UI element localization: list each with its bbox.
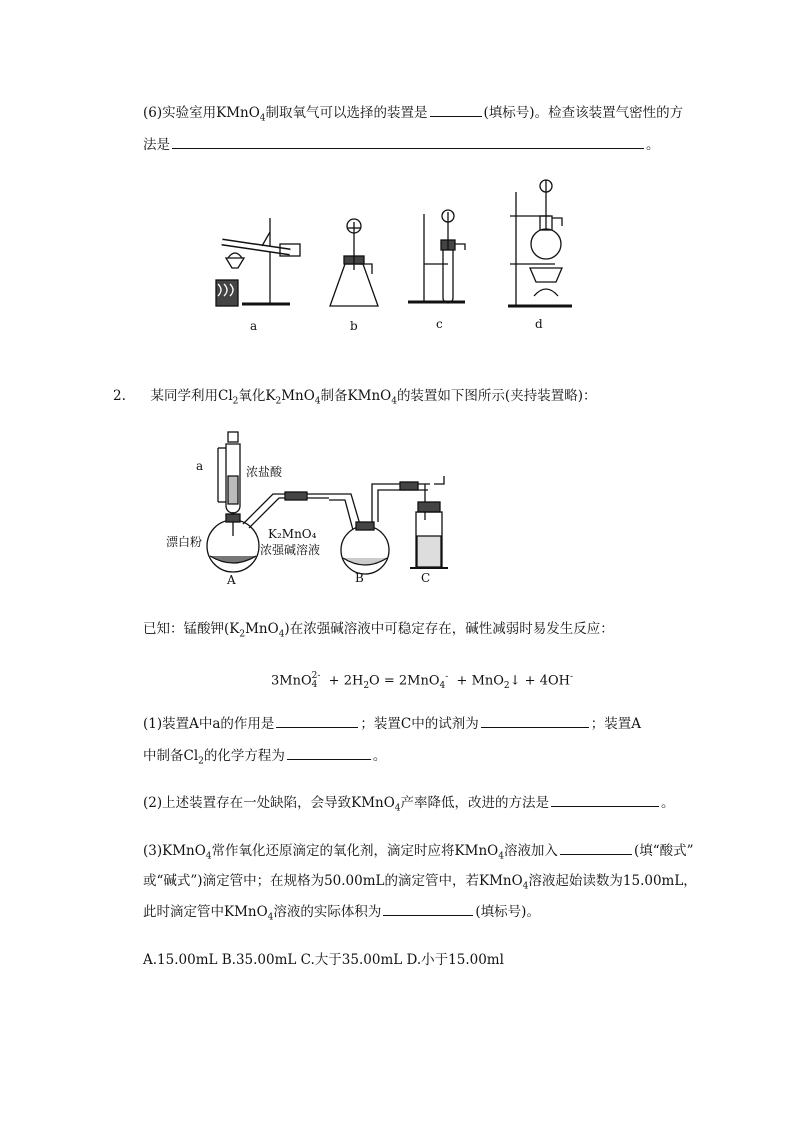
apparatus-c-stand-test-tube (408, 210, 465, 303)
q2-p1-line2-sub: 2 (198, 756, 204, 767)
eq-sup3: - (445, 672, 449, 682)
apparatus-B-reaction-flask (329, 482, 430, 574)
q2-p3-line2-a: 或“碱式”)滴定管中；在规格为50.00mL的滴定管中，若KMnO (143, 873, 523, 889)
eq-t5: ↓ + 4OH (509, 673, 570, 689)
q2-number: 2. (113, 388, 126, 404)
q2-stem-d: 制备KMnO (320, 388, 392, 404)
q2-p3-d: (填“酸式” (633, 843, 694, 859)
q2-p3-burette-blank[interactable] (560, 840, 632, 855)
q2-known-sub1: 2 (239, 629, 246, 640)
q2-part3-line1 (143, 840, 694, 867)
q2-part1-line2 (143, 745, 386, 772)
label-A: A (227, 573, 236, 587)
q2-p3-line3-c: (填标号)。 (475, 904, 540, 920)
q2-stem-sub4: 4 (391, 396, 397, 407)
q2-p2-b: 产率降低，改进的方法是 (400, 795, 550, 811)
q2-known-b: MnO (245, 621, 279, 637)
q2-known-sub2: 4 (278, 629, 285, 640)
q1-part6-text-b: 制取氧气可以选择的装置是 (265, 105, 428, 121)
q2-part2 (143, 792, 675, 819)
label-B: B (355, 571, 364, 585)
q1-part6-line1 (143, 102, 683, 129)
eq-sub1: 4 (311, 679, 318, 690)
q2-p2-sub: 4 (394, 803, 401, 814)
eq-t2: + 2H (324, 673, 364, 689)
label-bleaching-powder: 漂白粉 (166, 535, 203, 549)
q2-stem (113, 386, 596, 412)
q2-p1-c: ；装置A (590, 716, 642, 732)
q2-p3-line2-sub: 4 (522, 881, 529, 892)
q1-part6-sub: 4 (259, 113, 266, 124)
q2-p1-reagent-blank[interactable] (481, 713, 589, 728)
q1-part6-line2-text: 法是 (143, 137, 170, 153)
label-k2mno4: K₂MnO₄ (268, 527, 317, 541)
q2-known-a: 已知：锰酸钾(K (143, 621, 240, 637)
q2-p1-b: ；装置C中的试剂为 (360, 716, 479, 732)
label-conc-hcl: 浓盐酸 (246, 465, 283, 479)
q2-options-text: A.15.00mL B.35.00mL C.大于35.00mL D.小于15.00ml (143, 952, 504, 968)
q2-p3-volume-blank[interactable] (383, 901, 473, 916)
apparatus-label-d: d (535, 317, 543, 331)
apparatus-d-round-flask (508, 180, 572, 306)
q2-p2-improve-blank[interactable] (551, 792, 659, 807)
eq-t1: 3MnO (271, 673, 312, 689)
apparatus-b-conical-flask (330, 219, 378, 306)
q2-apparatus-figure (150, 418, 460, 588)
q2-p1-line2-b: 的化学方程为 (203, 748, 285, 764)
q2-p3-sub2: 4 (498, 851, 504, 862)
q2-p3-c: 溶液加入 (503, 843, 558, 859)
q2-p2-a: (2)上述装置存在一处缺陷，会导致KMnO (143, 795, 395, 811)
q2-known-c: )在浓强碱溶液中可稳定存在，碱性减弱时易发生反应： (284, 621, 614, 637)
eq-sup5: - (569, 672, 574, 682)
q2-p1-role-blank[interactable] (276, 713, 358, 728)
eq-sub2: 2 (363, 680, 370, 691)
q2-p2-end: 。 (661, 795, 675, 811)
apparatus-label-b: b (350, 319, 358, 333)
q2-p3-a: (3)KMnO (143, 843, 206, 859)
q2-p1-equation-blank[interactable] (287, 745, 371, 760)
label-a-funnel-tube: a (196, 459, 204, 473)
q2-p3-line3-sub: 4 (267, 912, 274, 923)
q2-stem-a: 某同学利用Cl (150, 388, 233, 404)
apparatus-a-heated-tube (216, 218, 300, 306)
q2-part3-line3 (143, 901, 540, 928)
q2-p1-a: (1)装置A中a的作用是 (143, 716, 275, 732)
label-C: C (421, 571, 431, 585)
q1-part6-text-a: (6)实验室用KMnO (143, 105, 260, 121)
q2-options (143, 950, 504, 970)
q2-p3-sub: 4 (205, 851, 212, 862)
q2-p3-line2-b: 溶液起始读数为15.00mL， (528, 873, 697, 889)
label-strong-base: 浓强碱溶液 (260, 543, 321, 557)
q2-p3-b: 常作氧化还原滴定的氧化剂，滴定时应将KMnO (211, 843, 499, 859)
q2-p3-line3-a: 此时滴定管中KMnO (143, 904, 268, 920)
q2-stem-e: 的装置如下图所示(夹持装置略)： (396, 388, 597, 404)
q1-apparatus-figure (210, 172, 590, 337)
q1-part6-line2-end: 。 (646, 137, 660, 153)
eq-t3: O = 2MnO (369, 673, 440, 689)
q2-stem-b: 氧化K (238, 388, 276, 404)
q2-part3-line2 (143, 871, 697, 897)
eq-sub4: 2 (503, 680, 510, 691)
q2-equation (271, 667, 573, 696)
eq-t4: + MnO (452, 673, 504, 689)
q2-p1-line2-end: 。 (372, 748, 387, 764)
q2-stem-sub1: 2 (232, 396, 239, 407)
q2-stem-sub3: 4 (314, 396, 321, 407)
q1-airtightness-blank[interactable] (172, 134, 644, 149)
q2-stem-c: MnO (281, 388, 315, 404)
eq-sup1: 2- (311, 670, 321, 681)
q2-part1-line1 (143, 713, 641, 734)
q2-p1-line2-a: 中制备Cl (143, 748, 199, 764)
q1-part6-line2 (143, 134, 660, 155)
q2-p3-line3-b: 溶液的实际体积为 (273, 904, 382, 920)
q2-known (143, 619, 614, 645)
apparatus-label-c: c (436, 317, 443, 331)
eq-sub3: 4 (439, 680, 446, 691)
q2-stem-sub2: 2 (275, 396, 282, 407)
q1-part6-answer-blank[interactable] (430, 102, 482, 117)
apparatus-label-a: a (250, 319, 258, 333)
q1-part6-text-c: (填标号)。检查该装置气密性的方 (483, 105, 684, 121)
